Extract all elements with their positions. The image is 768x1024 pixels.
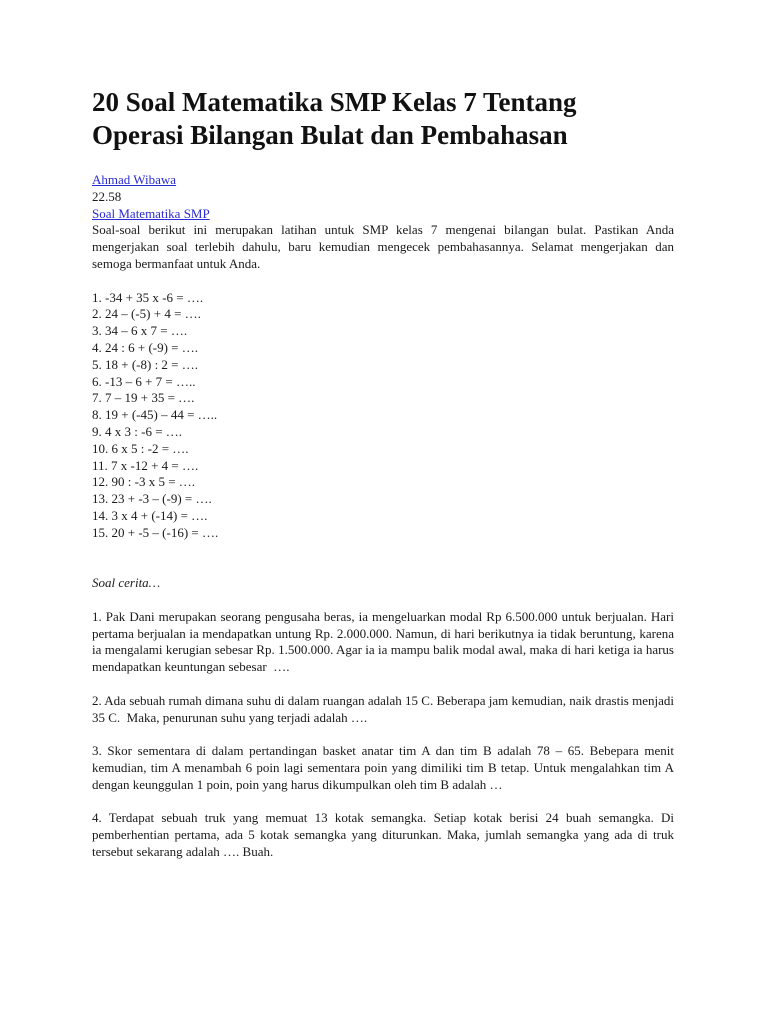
- post-time: 22.58: [92, 188, 122, 204]
- story-section-heading: Soal cerita…: [92, 575, 161, 591]
- problem-item: 10. 6 x 5 : -2 = ….: [92, 440, 189, 456]
- intro-paragraph: Soal-soal berikut ini merupakan latihan untuk SMP kelas 7 mengenai bilangan bulat. Pastikan Anda mengerjakan soal terlebih dahulu, baru kemudian mengecek pembahasannya. Selamat mengerjakan dan semoga bermanfaat untuk Anda.: [92, 222, 674, 271]
- problem-item: 6. -13 – 6 + 7 = …..: [92, 373, 196, 389]
- problem-item: 4. 24 : 6 + (-9) = ….: [92, 339, 199, 355]
- problem-item: 15. 20 + -5 – (-16) = ….: [92, 524, 219, 540]
- category-link[interactable]: Soal Matematika SMP: [92, 205, 210, 221]
- document-page: [92, 86, 678, 861]
- story-problem: 2. Ada sebuah rumah dimana suhu di dalam ruangan adalah 15 C. Beberapa jam kemudian, naik drastis menjadi 35 C. Maka, penurunan suhu yang terjadi adalah ….: [92, 692, 678, 725]
- story-problem: 4. Terdapat sebuah truk yang memuat 13 kotak semangka. Setiap kotak berisi 24 buah semangka. Di pemberhentian pertama, ada 5 kotak semangka yang diturunkan. Maka, jumlah semangka yang ada di truk tersebut sekarang adalah …. Buah.: [92, 810, 678, 859]
- problem-item: 3. 34 – 6 x 7 = ….: [92, 323, 188, 339]
- problem-item: 8. 19 + (-45) – 44 = …..: [92, 407, 218, 423]
- problem-item: 12. 90 : -3 x 5 = ….: [92, 474, 196, 490]
- article-title: 20 Soal Matematika SMP Kelas 7 Tentang Operasi Bilangan Bulat dan Pembahasan: [92, 87, 577, 150]
- problem-item: 9. 4 x 3 : -6 = ….: [92, 423, 183, 439]
- problem-item: 2. 24 – (-5) + 4 = ….: [92, 306, 201, 322]
- story-problem: 3. Skor sementara di dalam pertandingan basket anatar tim A dan tim B adalah 78 – 65. Bebepara menit kemudian, tim A menambah 6 poin lagi sementara poin yang dimiliki tim B tetap. Untuk mengalahkan tim A dengan keunggulan 1 poin, poin yang harus dikumpulkan oleh tim B adalah …: [92, 743, 678, 792]
- problem-item: 11. 7 x -12 + 4 = ….: [92, 457, 199, 473]
- story-problem: 1. Pak Dani merupakan seorang pengusaha beras, ia mengeluarkan modal Rp 6.500.000 untuk berjualan. Hari pertama berjualan ia mendapatkan untung Rp. 2.000.000. Namun, di hari berikutnya ia tidak beruntung, karena ia mengalami kerugian sebesar Rp. 1.500.000. Agar ia ia mampu balik modal awal, maka di hari ketiga ia harus mendapatkan keuntungan sebesar ….: [92, 608, 678, 675]
- problem-item: 1. -34 + 35 x -6 = ….: [92, 289, 204, 305]
- article-meta: [92, 172, 674, 222]
- problem-item: 7. 7 – 19 + 35 = ….: [92, 390, 195, 406]
- problem-item: 14. 3 x 4 + (-14) = ….: [92, 507, 208, 523]
- author-link[interactable]: Ahmad Wibawa: [92, 172, 177, 187]
- problem-item: 13. 23 + -3 – (-9) = ….: [92, 491, 212, 507]
- problem-list: [92, 290, 674, 542]
- problem-item: 5. 18 + (-8) : 2 = ….: [92, 356, 199, 372]
